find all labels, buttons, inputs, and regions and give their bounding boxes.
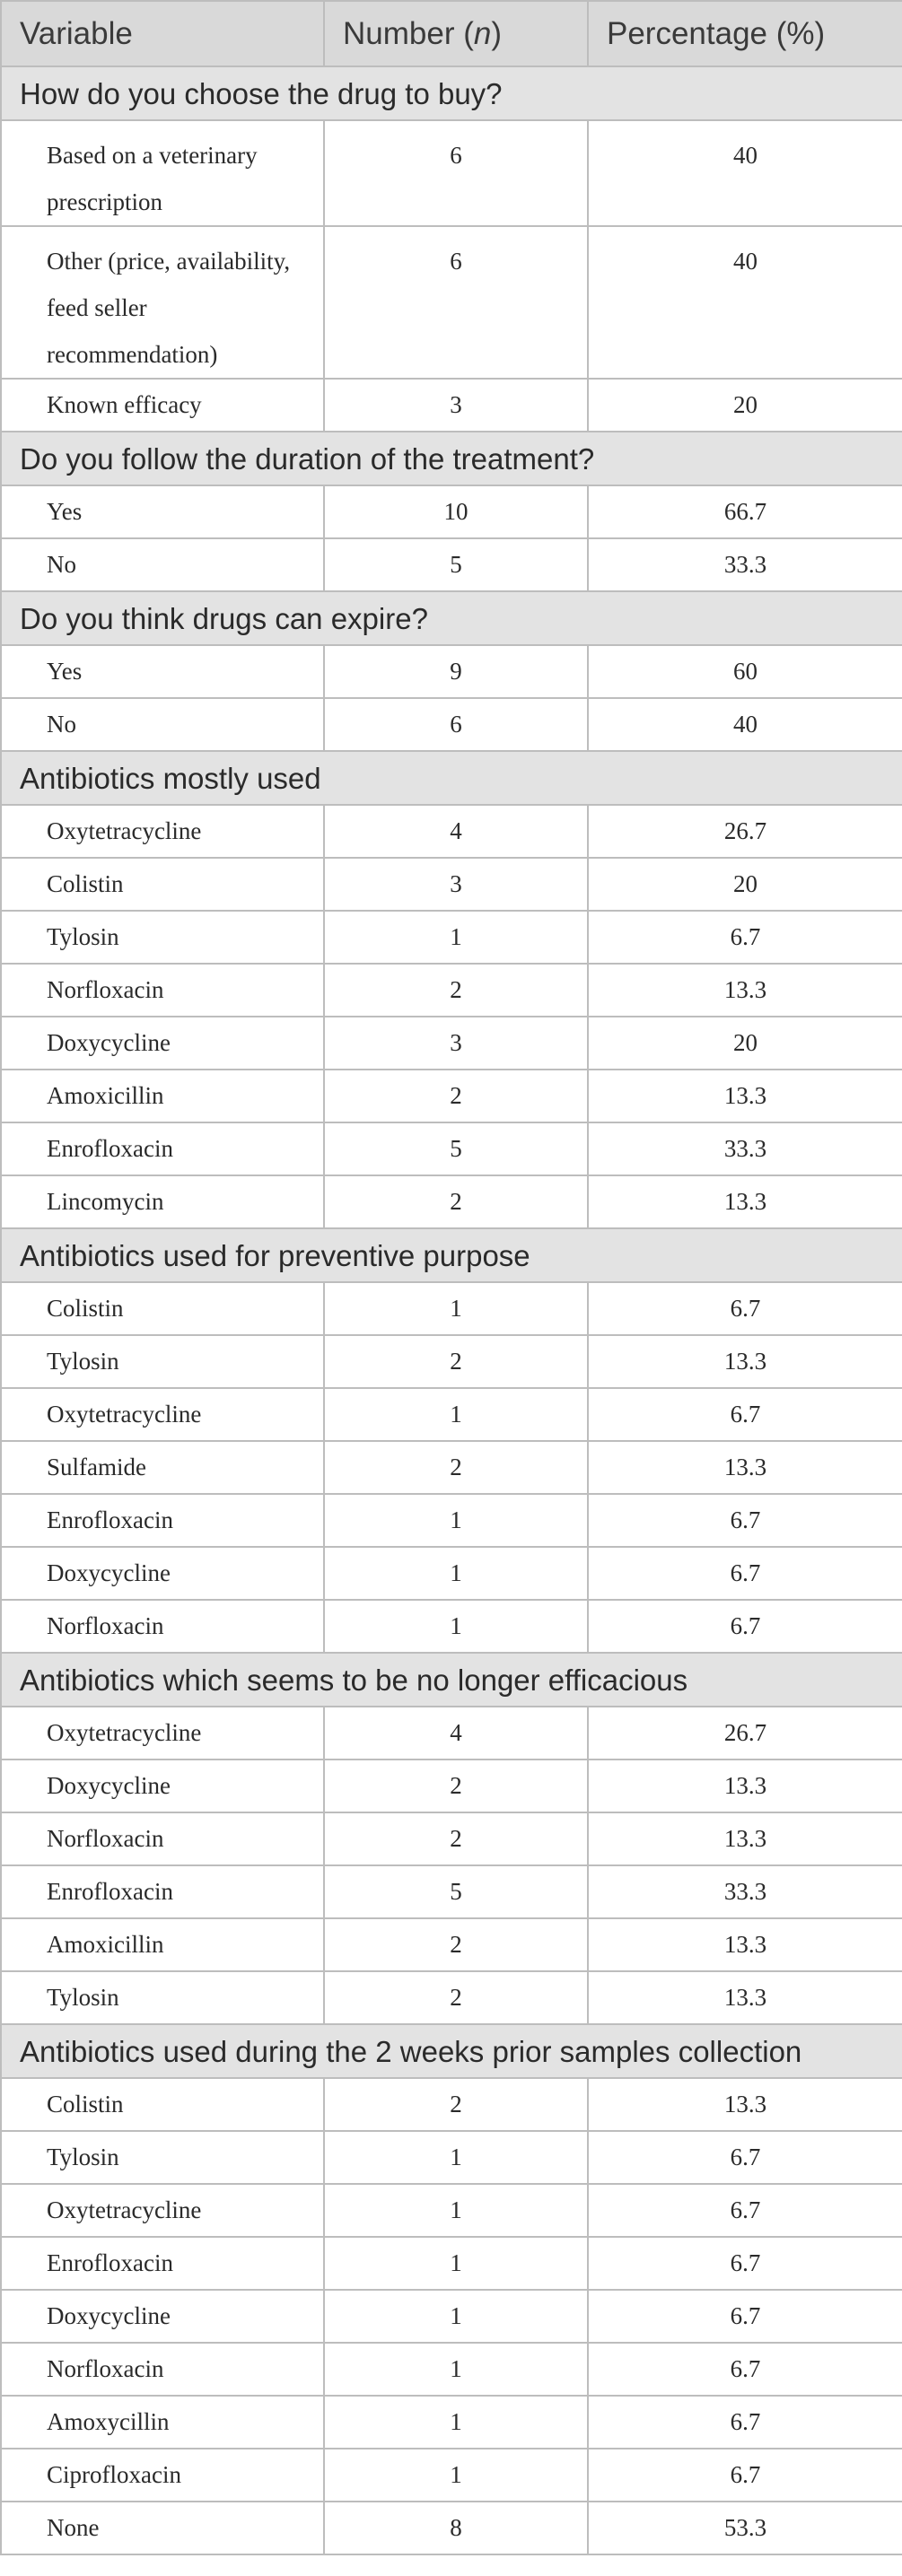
cell-percentage: 6.7 — [588, 2237, 902, 2290]
cell-number: 1 — [324, 1600, 588, 1653]
table-row — [1, 538, 902, 591]
section-title: Antibiotics which seems to be no longer efficacious — [1, 1653, 902, 1707]
column-header-number-suffix: ) — [491, 15, 502, 51]
cell-number: 2 — [324, 2078, 588, 2131]
cell-variable: Amoxicillin — [1, 1070, 324, 1122]
table-row — [1, 1865, 902, 1918]
table-row — [1, 1971, 902, 2024]
cell-variable: No — [1, 538, 324, 591]
table-row — [1, 1707, 902, 1760]
section-header-row — [1, 1653, 902, 1707]
cell-number: 5 — [324, 1122, 588, 1175]
cell-variable: Tylosin — [1, 2131, 324, 2184]
cell-number: 4 — [324, 1707, 588, 1760]
cell-variable: Yes — [1, 645, 324, 698]
column-header-number-n: n — [473, 15, 492, 51]
table-row — [1, 379, 902, 432]
cell-percentage: 40 — [588, 120, 902, 226]
section-header-row — [1, 432, 902, 485]
cell-percentage: 13.3 — [588, 1812, 902, 1865]
column-header-number — [324, 1, 588, 66]
section-header-row — [1, 66, 902, 120]
cell-percentage: 40 — [588, 698, 902, 751]
cell-number: 2 — [324, 1760, 588, 1812]
cell-variable: Doxycycline — [1, 1017, 324, 1070]
cell-variable: Doxycycline — [1, 2290, 324, 2343]
section-title: Antibiotics mostly used — [1, 751, 902, 805]
cell-percentage: 60 — [588, 645, 902, 698]
cell-percentage: 20 — [588, 858, 902, 911]
cell-variable: Colistin — [1, 1282, 324, 1335]
cell-number: 1 — [324, 2449, 588, 2502]
cell-number: 3 — [324, 858, 588, 911]
cell-percentage: 6.7 — [588, 2449, 902, 2502]
cell-variable: Amoxicillin — [1, 1918, 324, 1971]
cell-percentage: 13.3 — [588, 1070, 902, 1122]
cell-percentage: 66.7 — [588, 485, 902, 538]
cell-percentage: 20 — [588, 1017, 902, 1070]
cell-percentage: 6.7 — [588, 2184, 902, 2237]
table-row — [1, 2290, 902, 2343]
cell-number: 1 — [324, 1388, 588, 1441]
cell-variable: Norfloxacin — [1, 1600, 324, 1653]
cell-percentage: 13.3 — [588, 1441, 902, 1494]
section-header-row — [1, 751, 902, 805]
cell-variable: Oxytetracycline — [1, 805, 324, 858]
cell-number: 2 — [324, 1441, 588, 1494]
cell-variable: Oxytetracycline — [1, 1707, 324, 1760]
cell-number: 9 — [324, 645, 588, 698]
cell-percentage: 6.7 — [588, 1494, 902, 1547]
cell-variable: Yes — [1, 485, 324, 538]
table-row — [1, 120, 902, 226]
cell-number: 2 — [324, 1070, 588, 1122]
table-header — [1, 1, 902, 66]
cell-number: 2 — [324, 1918, 588, 1971]
table-row — [1, 1600, 902, 1653]
table-row — [1, 1335, 902, 1388]
table-row — [1, 2449, 902, 2502]
section-title: Antibiotics used during the 2 weeks prior samples collection — [1, 2024, 902, 2078]
section-title: Do you follow the duration of the treatment? — [1, 432, 902, 485]
table-row — [1, 1918, 902, 1971]
cell-number: 3 — [324, 1017, 588, 1070]
section-title: Do you think drugs can expire? — [1, 591, 902, 645]
cell-percentage: 33.3 — [588, 1865, 902, 1918]
cell-variable: Enrofloxacin — [1, 1122, 324, 1175]
cell-percentage: 6.7 — [588, 2343, 902, 2396]
cell-number: 2 — [324, 1335, 588, 1388]
cell-number: 1 — [324, 2396, 588, 2449]
cell-variable: None — [1, 2502, 324, 2554]
cell-number: 1 — [324, 1494, 588, 1547]
cell-percentage: 33.3 — [588, 538, 902, 591]
table-row — [1, 2343, 902, 2396]
cell-variable: Tylosin — [1, 1971, 324, 2024]
table-row — [1, 1282, 902, 1335]
table-row — [1, 858, 902, 911]
cell-number: 1 — [324, 2290, 588, 2343]
cell-variable: Other (price, availability, feed seller recommendation) — [1, 226, 324, 379]
cell-percentage: 6.7 — [588, 911, 902, 964]
cell-percentage: 13.3 — [588, 1971, 902, 2024]
cell-percentage: 6.7 — [588, 1600, 902, 1653]
cell-percentage: 6.7 — [588, 2290, 902, 2343]
table-row — [1, 698, 902, 751]
cell-number: 1 — [324, 1547, 588, 1600]
column-header-percentage: Percentage (%) — [588, 1, 902, 66]
cell-number: 2 — [324, 1971, 588, 2024]
table-row — [1, 1812, 902, 1865]
cell-variable: Colistin — [1, 858, 324, 911]
cell-number: 5 — [324, 538, 588, 591]
cell-percentage: 26.7 — [588, 1707, 902, 1760]
cell-variable: Tylosin — [1, 1335, 324, 1388]
cell-variable: Enrofloxacin — [1, 2237, 324, 2290]
cell-percentage: 33.3 — [588, 1122, 902, 1175]
cell-number: 6 — [324, 226, 588, 379]
cell-percentage: 13.3 — [588, 1760, 902, 1812]
section-title: How do you choose the drug to buy? — [1, 66, 902, 120]
table-row — [1, 485, 902, 538]
table-row — [1, 2396, 902, 2449]
table-row — [1, 2078, 902, 2131]
cell-percentage: 13.3 — [588, 1335, 902, 1388]
cell-number: 6 — [324, 698, 588, 751]
cell-variable: Based on a veterinary prescription — [1, 120, 324, 226]
table-row — [1, 805, 902, 858]
table-row — [1, 1122, 902, 1175]
table-row — [1, 1760, 902, 1812]
table-row — [1, 2131, 902, 2184]
cell-number: 2 — [324, 1812, 588, 1865]
cell-variable: Colistin — [1, 2078, 324, 2131]
cell-number: 5 — [324, 1865, 588, 1918]
cell-variable: Sulfamide — [1, 1441, 324, 1494]
cell-variable: Amoxycillin — [1, 2396, 324, 2449]
table-row — [1, 2184, 902, 2237]
cell-percentage: 6.7 — [588, 2396, 902, 2449]
cell-percentage: 6.7 — [588, 1282, 902, 1335]
table-row — [1, 911, 902, 964]
cell-variable: Norfloxacin — [1, 964, 324, 1017]
column-header-variable: Variable — [1, 1, 324, 66]
cell-variable: Doxycycline — [1, 1547, 324, 1600]
cell-number: 1 — [324, 911, 588, 964]
cell-percentage: 13.3 — [588, 1175, 902, 1228]
cell-number: 6 — [324, 120, 588, 226]
cell-variable: Oxytetracycline — [1, 1388, 324, 1441]
cell-number: 1 — [324, 2343, 588, 2396]
cell-variable: Enrofloxacin — [1, 1865, 324, 1918]
cell-number: 1 — [324, 1282, 588, 1335]
cell-variable: No — [1, 698, 324, 751]
cell-variable: Doxycycline — [1, 1760, 324, 1812]
cell-number: 8 — [324, 2502, 588, 2554]
table-row — [1, 1175, 902, 1228]
cell-percentage: 6.7 — [588, 2131, 902, 2184]
cell-variable: Norfloxacin — [1, 1812, 324, 1865]
section-title: Antibiotics used for preventive purpose — [1, 1228, 902, 1282]
cell-variable: Known efficacy — [1, 379, 324, 432]
cell-percentage: 6.7 — [588, 1547, 902, 1600]
table-row — [1, 2502, 902, 2554]
cell-number: 1 — [324, 2131, 588, 2184]
table-row — [1, 964, 902, 1017]
cell-variable: Tylosin — [1, 911, 324, 964]
cell-percentage: 13.3 — [588, 2078, 902, 2131]
cell-variable: Oxytetracycline — [1, 2184, 324, 2237]
table-row — [1, 1494, 902, 1547]
cell-number: 1 — [324, 2184, 588, 2237]
cell-percentage: 26.7 — [588, 805, 902, 858]
cell-percentage: 13.3 — [588, 964, 902, 1017]
cell-percentage: 6.7 — [588, 1388, 902, 1441]
table-row — [1, 226, 902, 379]
cell-percentage: 20 — [588, 379, 902, 432]
section-header-row — [1, 1228, 902, 1282]
table-row — [1, 1441, 902, 1494]
table-row — [1, 1388, 902, 1441]
table-row — [1, 2237, 902, 2290]
cell-variable: Ciprofloxacin — [1, 2449, 324, 2502]
cell-variable: Norfloxacin — [1, 2343, 324, 2396]
table-body — [1, 66, 902, 2554]
table-row — [1, 645, 902, 698]
cell-percentage: 13.3 — [588, 1918, 902, 1971]
cell-number: 4 — [324, 805, 588, 858]
cell-number: 10 — [324, 485, 588, 538]
table-row — [1, 1547, 902, 1600]
cell-percentage: 40 — [588, 226, 902, 379]
cell-number: 2 — [324, 964, 588, 1017]
column-header-number-prefix: Number ( — [343, 15, 474, 51]
section-header-row — [1, 591, 902, 645]
cell-number: 2 — [324, 1175, 588, 1228]
cell-number: 3 — [324, 379, 588, 432]
cell-percentage: 53.3 — [588, 2502, 902, 2554]
table-row — [1, 1070, 902, 1122]
cell-variable: Enrofloxacin — [1, 1494, 324, 1547]
cell-variable: Lincomycin — [1, 1175, 324, 1228]
table-row — [1, 1017, 902, 1070]
section-header-row — [1, 2024, 902, 2078]
cell-number: 1 — [324, 2237, 588, 2290]
